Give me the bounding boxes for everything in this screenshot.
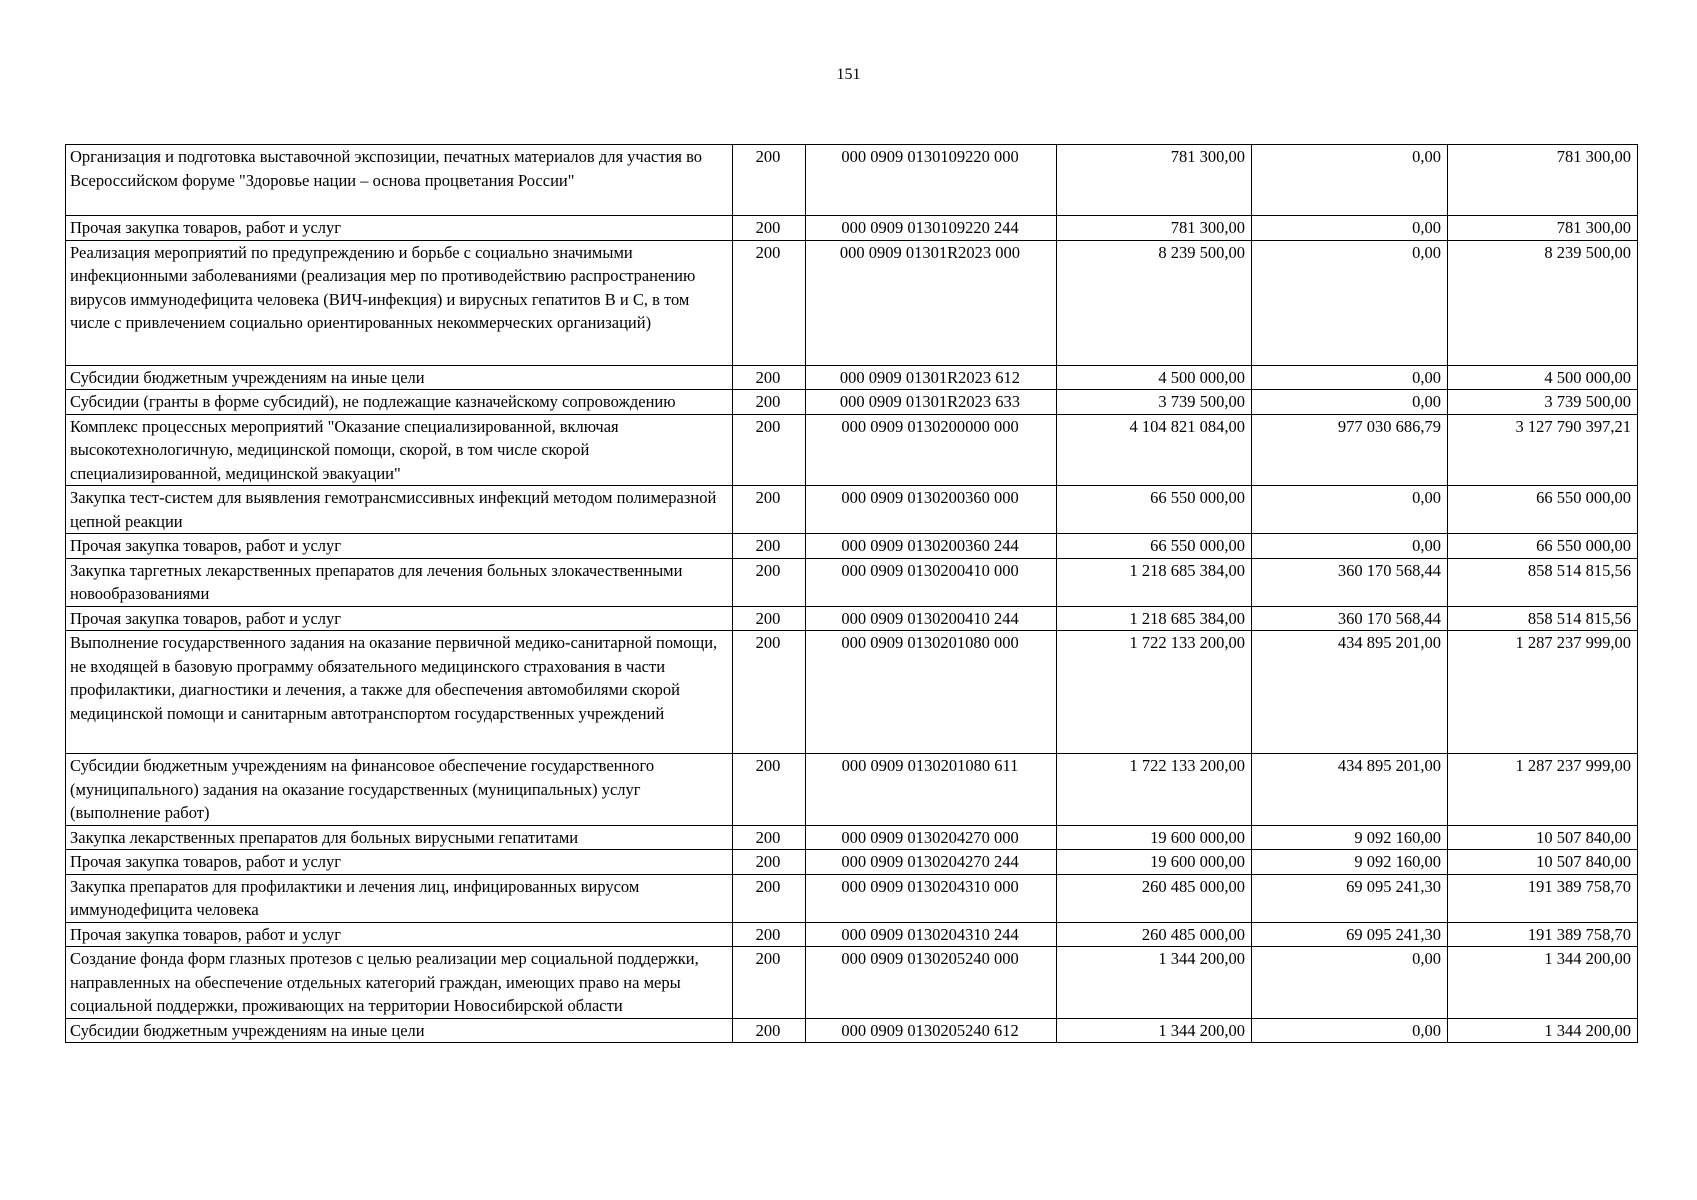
row-executed-amount: 0,00 (1252, 390, 1448, 415)
table-row (66, 558, 1638, 606)
row-remaining-amount: 8 239 500,00 (1448, 240, 1638, 365)
row-budget-code: 000 0909 0130109220 000 (806, 145, 1057, 216)
table-row (66, 534, 1638, 559)
budget-table-body (66, 145, 1638, 1043)
row-admin-code: 200 (733, 1018, 806, 1043)
row-executed-amount: 0,00 (1252, 486, 1448, 534)
row-description: Субсидии бюджетным учреждениям на финансовое обеспечение государственного (муниципального) задания на оказание государственных (муниципальных) услуг (выполнение работ) (66, 754, 733, 826)
row-description: Прочая закупка товаров, работ и услуг (66, 606, 733, 631)
row-admin-code: 200 (733, 216, 806, 241)
row-admin-code: 200 (733, 606, 806, 631)
row-plan-amount: 4 104 821 084,00 (1057, 414, 1252, 486)
row-remaining-amount: 1 287 237 999,00 (1448, 754, 1638, 826)
row-budget-code: 000 0909 0130205240 000 (806, 947, 1057, 1019)
table-row (66, 631, 1638, 754)
row-budget-code: 000 0909 0130204310 000 (806, 874, 1057, 922)
row-remaining-amount: 191 389 758,70 (1448, 874, 1638, 922)
row-admin-code: 200 (733, 365, 806, 390)
row-plan-amount: 66 550 000,00 (1057, 534, 1252, 559)
table-row (66, 486, 1638, 534)
row-remaining-amount: 781 300,00 (1448, 216, 1638, 241)
row-executed-amount: 9 092 160,00 (1252, 850, 1448, 875)
row-executed-amount: 0,00 (1252, 1018, 1448, 1043)
row-executed-amount: 0,00 (1252, 145, 1448, 216)
row-executed-amount: 360 170 568,44 (1252, 558, 1448, 606)
row-description: Субсидии бюджетным учреждениям на иные цели (66, 365, 733, 390)
table-row (66, 947, 1638, 1019)
row-remaining-amount: 781 300,00 (1448, 145, 1638, 216)
row-executed-amount: 0,00 (1252, 534, 1448, 559)
row-admin-code: 200 (733, 486, 806, 534)
table-row (66, 825, 1638, 850)
row-executed-amount: 977 030 686,79 (1252, 414, 1448, 486)
row-plan-amount: 781 300,00 (1057, 216, 1252, 241)
table-row (66, 390, 1638, 415)
row-plan-amount: 19 600 000,00 (1057, 850, 1252, 875)
table-row (66, 606, 1638, 631)
row-plan-amount: 4 500 000,00 (1057, 365, 1252, 390)
row-budget-code: 000 0909 0130205240 612 (806, 1018, 1057, 1043)
row-admin-code: 200 (733, 534, 806, 559)
table-row (66, 414, 1638, 486)
row-description: Субсидии (гранты в форме субсидий), не подлежащие казначейскому сопровождению (66, 390, 733, 415)
table-row (66, 1018, 1638, 1043)
row-executed-amount: 360 170 568,44 (1252, 606, 1448, 631)
row-remaining-amount: 3 127 790 397,21 (1448, 414, 1638, 486)
row-budget-code: 000 0909 0130109220 244 (806, 216, 1057, 241)
row-description: Закупка таргетных лекарственных препаратов для лечения больных злокачественными новообразованиями (66, 558, 733, 606)
row-executed-amount: 9 092 160,00 (1252, 825, 1448, 850)
row-admin-code: 200 (733, 850, 806, 875)
row-budget-code: 000 0909 0130204310 244 (806, 922, 1057, 947)
row-remaining-amount: 858 514 815,56 (1448, 558, 1638, 606)
row-description: Создание фонда форм глазных протезов с целью реализации мер социальной поддержки, направленных на обеспечение отдельных категорий граждан, имеющих право на меры социальной поддержки, проживающих на территории Новосибирской области (66, 947, 733, 1019)
row-description: Организация и подготовка выставочной экспозиции, печатных материалов для участия во Всероссийском форуме "Здоровье нации – основа процветания России" (66, 145, 733, 216)
row-description: Прочая закупка товаров, работ и услуг (66, 850, 733, 875)
row-budget-code: 000 0909 0130200410 000 (806, 558, 1057, 606)
row-description: Прочая закупка товаров, работ и услуг (66, 922, 733, 947)
row-executed-amount: 0,00 (1252, 240, 1448, 365)
row-remaining-amount: 66 550 000,00 (1448, 486, 1638, 534)
row-remaining-amount: 191 389 758,70 (1448, 922, 1638, 947)
row-executed-amount: 434 895 201,00 (1252, 754, 1448, 826)
row-admin-code: 200 (733, 390, 806, 415)
row-budget-code: 000 0909 01301R2023 000 (806, 240, 1057, 365)
row-admin-code: 200 (733, 145, 806, 216)
row-plan-amount: 19 600 000,00 (1057, 825, 1252, 850)
row-budget-code: 000 0909 0130201080 611 (806, 754, 1057, 826)
page-number: 151 (836, 66, 861, 83)
row-executed-amount: 69 095 241,30 (1252, 922, 1448, 947)
row-budget-code: 000 0909 0130204270 244 (806, 850, 1057, 875)
row-plan-amount: 1 344 200,00 (1057, 947, 1252, 1019)
row-description: Комплекс процессных мероприятий "Оказание специализированной, включая высокотехнологичную, медицинской помощи, скорой, в том числе скорой специализированной, медицинской эвакуации" (66, 414, 733, 486)
row-description: Субсидии бюджетным учреждениям на иные цели (66, 1018, 733, 1043)
row-description: Выполнение государственного задания на оказание первичной медико-санитарной помощи, не входящей в базовую программу обязательного медицинского страхования в части профилактики, диагностики и лечения, а также для обеспечения автомобилями скорой медицинской помощи и санитарным автотранспортом государственных учреждений (66, 631, 733, 754)
row-plan-amount: 781 300,00 (1057, 145, 1252, 216)
row-admin-code: 200 (733, 414, 806, 486)
row-executed-amount: 0,00 (1252, 365, 1448, 390)
row-plan-amount: 1 344 200,00 (1057, 1018, 1252, 1043)
row-budget-code: 000 0909 01301R2023 633 (806, 390, 1057, 415)
row-plan-amount: 1 218 685 384,00 (1057, 558, 1252, 606)
row-admin-code: 200 (733, 558, 806, 606)
row-plan-amount: 3 739 500,00 (1057, 390, 1252, 415)
row-plan-amount: 260 485 000,00 (1057, 874, 1252, 922)
table-row (66, 850, 1638, 875)
row-plan-amount: 1 218 685 384,00 (1057, 606, 1252, 631)
row-description: Закупка лекарственных препаратов для больных вирусными гепатитами (66, 825, 733, 850)
row-remaining-amount: 1 344 200,00 (1448, 1018, 1638, 1043)
row-admin-code: 200 (733, 922, 806, 947)
row-remaining-amount: 1 344 200,00 (1448, 947, 1638, 1019)
row-remaining-amount: 10 507 840,00 (1448, 825, 1638, 850)
row-description: Прочая закупка товаров, работ и услуг (66, 534, 733, 559)
row-executed-amount: 434 895 201,00 (1252, 631, 1448, 754)
row-plan-amount: 66 550 000,00 (1057, 486, 1252, 534)
row-remaining-amount: 66 550 000,00 (1448, 534, 1638, 559)
row-budget-code: 000 0909 0130200360 000 (806, 486, 1057, 534)
table-row (66, 365, 1638, 390)
row-budget-code: 000 0909 0130200410 244 (806, 606, 1057, 631)
row-remaining-amount: 858 514 815,56 (1448, 606, 1638, 631)
row-executed-amount: 0,00 (1252, 216, 1448, 241)
row-admin-code: 200 (733, 825, 806, 850)
row-budget-code: 000 0909 0130201080 000 (806, 631, 1057, 754)
row-executed-amount: 0,00 (1252, 947, 1448, 1019)
table-row (66, 922, 1638, 947)
row-budget-code: 000 0909 01301R2023 612 (806, 365, 1057, 390)
row-remaining-amount: 10 507 840,00 (1448, 850, 1638, 875)
table-row (66, 754, 1638, 826)
row-remaining-amount: 1 287 237 999,00 (1448, 631, 1638, 754)
row-plan-amount: 1 722 133 200,00 (1057, 631, 1252, 754)
table-row (66, 240, 1638, 365)
row-description: Закупка тест-систем для выявления гемотрансмиссивных инфекций методом полимеразной цепной реакции (66, 486, 733, 534)
table-row (66, 216, 1638, 241)
row-admin-code: 200 (733, 947, 806, 1019)
row-executed-amount: 69 095 241,30 (1252, 874, 1448, 922)
row-remaining-amount: 3 739 500,00 (1448, 390, 1638, 415)
row-description: Закупка препаратов для профилактики и лечения лиц, инфицированных вирусом иммунодефицита человека (66, 874, 733, 922)
table-row (66, 874, 1638, 922)
row-description: Реализация мероприятий по предупреждению и борьбе с социально значимыми инфекционными заболеваниями (реализация мер по противодействию распространению вирусов иммунодефицита человека (ВИЧ-инфекция) и вирусных гепатитов B и C, в том числе с привлечением социально ориентированных некоммерческих организаций) (66, 240, 733, 365)
row-admin-code: 200 (733, 240, 806, 365)
row-plan-amount: 8 239 500,00 (1057, 240, 1252, 365)
budget-table (65, 144, 1638, 1043)
row-budget-code: 000 0909 0130200000 000 (806, 414, 1057, 486)
row-admin-code: 200 (733, 754, 806, 826)
row-description: Прочая закупка товаров, работ и услуг (66, 216, 733, 241)
row-plan-amount: 1 722 133 200,00 (1057, 754, 1252, 826)
table-row (66, 145, 1638, 216)
row-admin-code: 200 (733, 874, 806, 922)
row-plan-amount: 260 485 000,00 (1057, 922, 1252, 947)
row-budget-code: 000 0909 0130204270 000 (806, 825, 1057, 850)
row-budget-code: 000 0909 0130200360 244 (806, 534, 1057, 559)
row-remaining-amount: 4 500 000,00 (1448, 365, 1638, 390)
row-admin-code: 200 (733, 631, 806, 754)
